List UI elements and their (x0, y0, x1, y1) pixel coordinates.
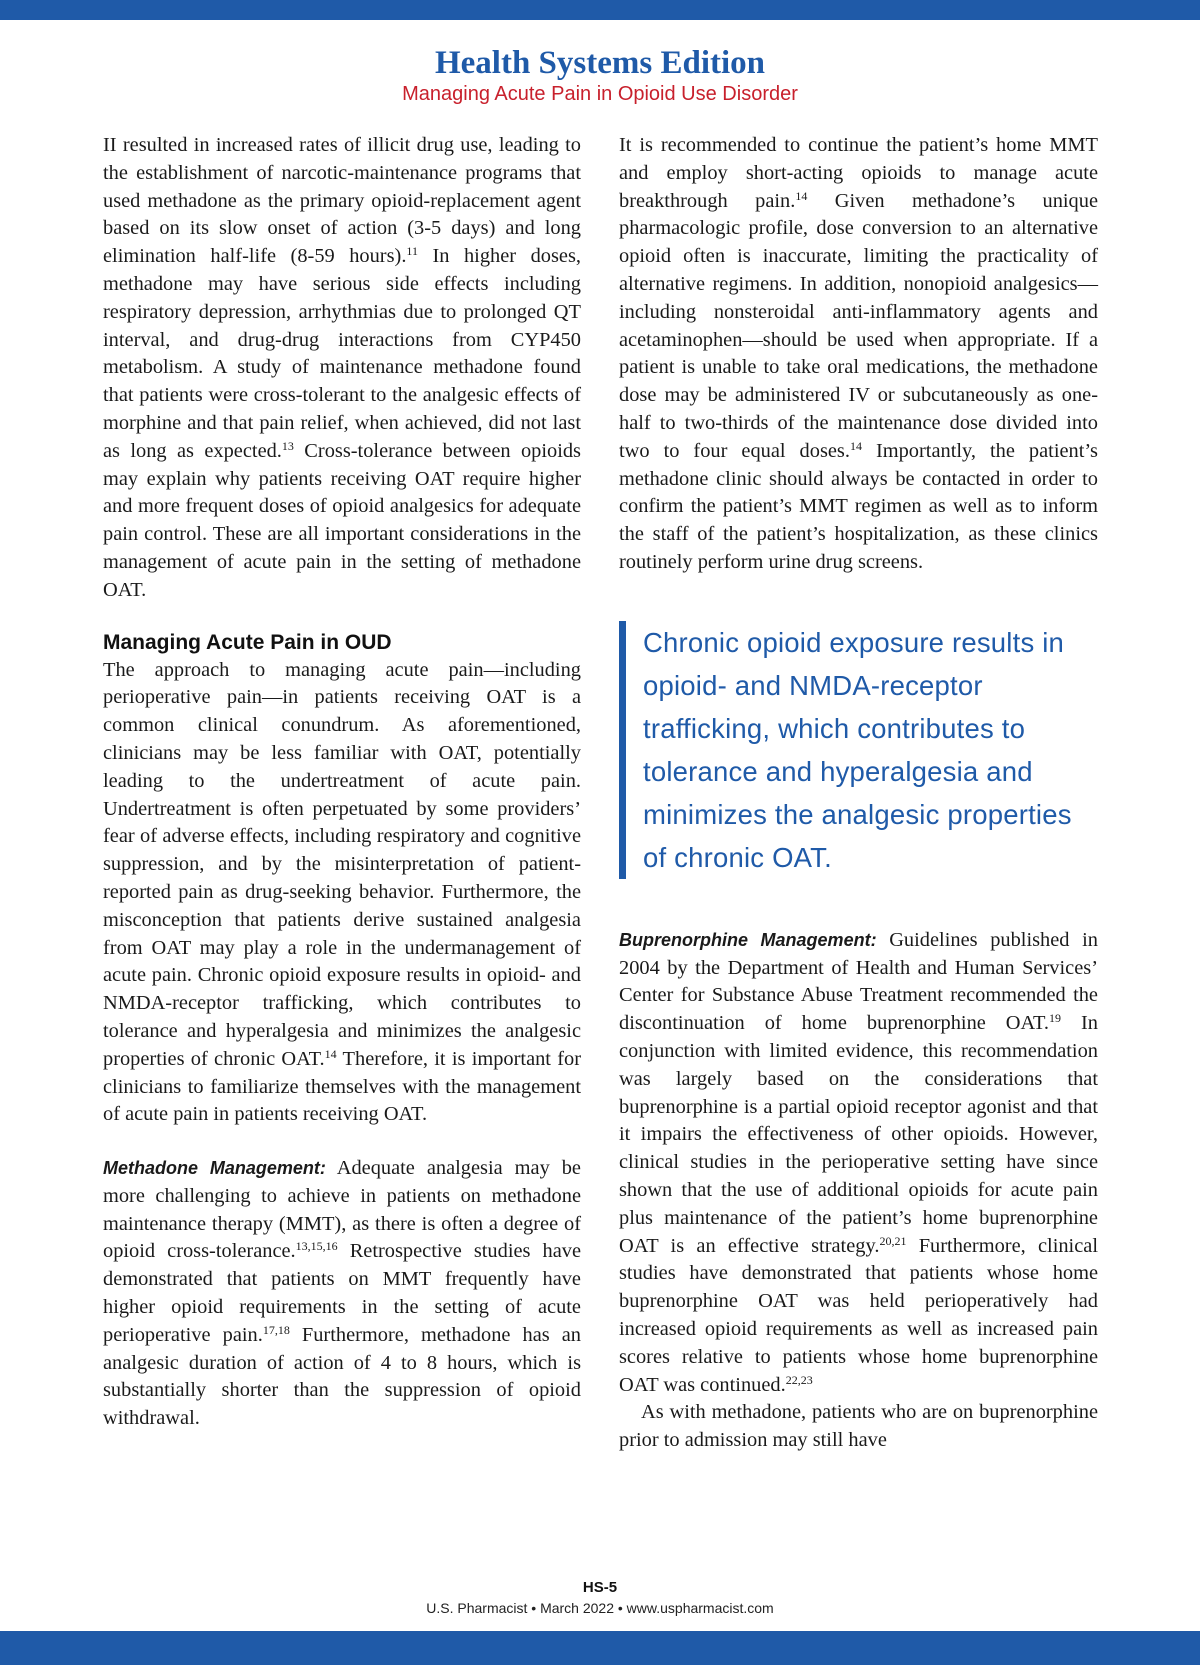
bottom-accent-bar (0, 1631, 1200, 1665)
citation: 13 (281, 438, 294, 453)
buprenorphine-management-paragraph: Buprenorphine Management: Guidelines published in 2004 by the Department of Health and Human Services’ Center for Substance Abuse Treatment recommended the discontinuation of home buprenorphine OAT.$^{19}$ In conjunction with limited evidence, this recommendation was largely based on the considerations that buprenorphine is a partial opioid receptor agonist and that it impairs the effectiveness of other opioids. However, clinical studies in the perioperative setting have since shown that the use of additional opioids for acute pain plus maintenance of the patient’s home buprenorphine OAT is an effective strategy.$^{20,21}$ Furthermore, clinical studies have demonstrated that patients whose home buprenorphine OAT was held perioperatively had increased opioid requirements as well as increased pain scores relative to patients whose home buprenorphine OAT was continued.$^{22,23}$ (619, 928, 1099, 1396)
edition-title: Health Systems Edition (434, 45, 766, 81)
citation: 17,18 (262, 1322, 290, 1337)
left-paragraph-2: The approach to managing acute pain—including perioperative pain—in patients receiving OAT is a common clinical conundrum. As aforementioned, clinicians may be less familiar with OAT, potentially leading to the undertreatment of acute pain. Undertreatment is often perpetuated by some providers’ fear of adverse effects, including respiratory and cognitive suppression, and by the misinterpretation of patient-reported pain as drug-seeking behavior. Furthermore, the misconception that patients derive sustained analgesia from OAT may play a role in the undermanagement of acute pain. Chronic opioid exposure results in opioid- and NMDA-receptor trafficking, which contributes to tolerance and hyperalgesia and minimizes the analgesic properties of chronic OAT.$^{14}$ Therefore, it is important for clinicians to familiarize themselves with the management of acute pain in patients receiving OAT. (103, 658, 582, 1126)
citation: 14 (795, 188, 808, 203)
left-column (103, 132, 581, 1433)
publication-info: U.S. Pharmacist • March 2022 • www.uspharmacist.com (426, 1600, 774, 1616)
page-footer (0, 1578, 1200, 1618)
run-in-heading: Methadone Management: (103, 1158, 326, 1179)
section-heading: Managing Acute Pain in OUD (103, 630, 392, 654)
left-paragraph-1: II resulted in increased rates of illicit drug use, leading to the establishment of narcotic-maintenance programs that used methadone as the primary opioid-replacement agent based on its slow onset of action (3-5 days) and long elimination half-life (8-59 hours).$^{11}$ In higher doses, methadone may have serious side effects including respiratory depression, arrhythmias due to prolonged QT interval, and drug-drug interactions from CYP450 metabolism. A study of maintenance methadone found that patients were cross-tolerant to the analgesic effects of morphine and that pain relief, when achieved, did not last as long as expected.$^{13}$ Cross-tolerance between opioids may explain why patients receiving OAT require higher and more frequent doses of opioid analgesics for adequate pain control. These are all important considerations in the management of acute pain in the setting of methadone OAT. (103, 134, 581, 601)
right-paragraph-1: It is recommended to continue the patient’s home MMT and employ short-acting opioids to manage acute breakthrough pain.$^{14}$ Given methadone’s unique pharmacologic profile, dose conversion to an alternative opioid often is inaccurate, limiting the practicality of alternative regimens. In addition, nonopioid analgesics—including nonsteroidal anti-inflammatory agents and acetaminophen—should be used when appropriate. If a patient is unable to take oral medications, the methadone dose may be administered IV or subcutaneously as one-half to two-thirds of the maintenance dose divided into two to four equal doses.$^{14}$ Importantly, the patient’s methadone clinic should always be contacted in order to confirm the patient’s MMT regimen as well as to inform the staff of the patient’s hospitalization, as these clinics routinely perform urine drug screens. (619, 134, 1098, 573)
page-header (0, 44, 1200, 106)
methadone-management-paragraph: Methadone Management: Adequate analgesia may be more challenging to achieve in patients on methadone maintenance therapy (MMT), as there is often a degree of opioid cross-tolerance.$^{13,15,16}$ Retrospective studies have demonstrated that patients on MMT frequently have higher opioid requirements in the setting of acute perioperative pain.$^{17,18}$ Furthermore, methadone has an analgesic duration of action of 4 to 8 hours, which is substantially shorter than the suppression of opioid withdrawal. (103, 1157, 581, 1430)
top-accent-bar (0, 0, 1200, 20)
run-in-heading: Buprenorphine Management: (619, 929, 877, 950)
pull-quote: Chronic opioid exposure results in opioid- and NMDA-receptor trafficking, which contributes to tolerance and hyperalgesia and minimizes the analgesic properties of chronic OAT. (619, 621, 1098, 879)
article-subtitle: Managing Acute Pain in Opioid Use Disorder (402, 83, 798, 105)
citation: 22,23 (785, 1372, 813, 1387)
citation: 13,15,16 (295, 1239, 338, 1254)
citation: 14 (324, 1046, 337, 1061)
citation: 11 (406, 244, 418, 259)
page-number: HS-5 (582, 1579, 618, 1596)
citation: 19 (1049, 1011, 1062, 1026)
citation: 14 (849, 438, 862, 453)
right-paragraph-3: As with methadone, patients who are on buprenorphine prior to admission may still have (619, 1401, 1098, 1452)
right-column (619, 132, 1098, 1455)
citation: 20,21 (879, 1233, 907, 1248)
